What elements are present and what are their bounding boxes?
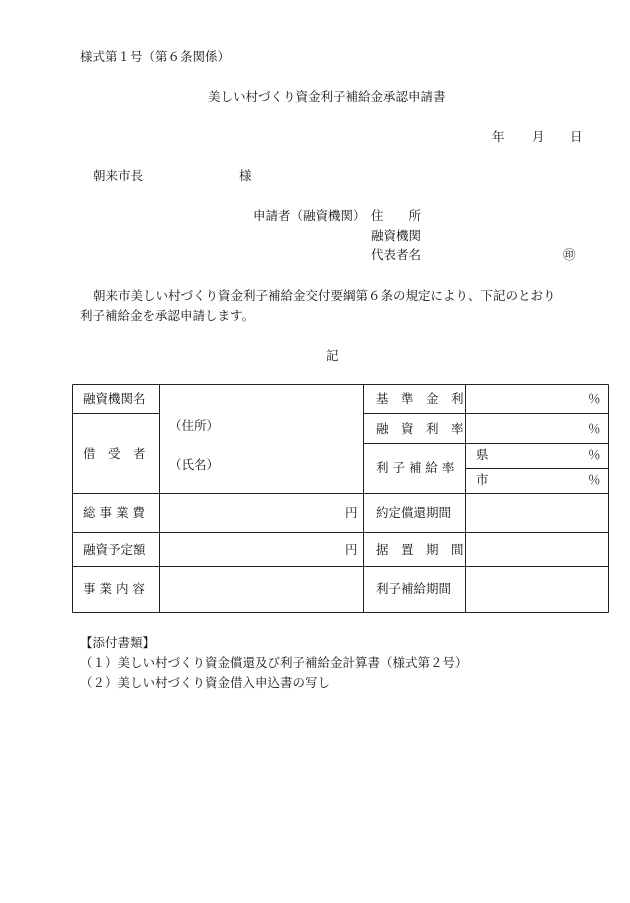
label-borrower: 借 受 者 (83, 446, 146, 461)
city-percent: ％ (588, 472, 601, 487)
body-line-1: 朝来市美しい村づくり資金利子補給金交付要綱第６条の規定により、下記のとおり (93, 288, 556, 303)
attachment-item-2: （２）美しい村づくり資金借入申込書の写し (80, 675, 331, 690)
label-project-content: 事 業 内 容 (83, 581, 145, 596)
date-year: 年 (492, 129, 505, 144)
loan-rate-percent: ％ (588, 421, 601, 436)
planned-loan-unit: 円 (345, 542, 358, 557)
attachments-heading: 【添付書類】 (80, 635, 156, 650)
document-title: 美しい村づくり資金利子補給金承認申請書 (208, 89, 446, 104)
borrower-name-label: （氏名） (169, 457, 220, 472)
representative-label: 代表者名 (371, 247, 422, 262)
body-line-2: 利子補給金を承認申請します。 (80, 308, 255, 323)
address-label: 住 所 (371, 208, 422, 223)
application-table (72, 384, 609, 613)
label-subsidy-rate: 利 子 補 給 率 (376, 460, 455, 475)
table-grid (72, 384, 609, 613)
label-repayment-period: 約定償還期間 (376, 505, 452, 520)
addressee: 朝来市長 (93, 168, 144, 183)
applicant-label: 申請者（融資機関） (253, 208, 366, 223)
honorific: 様 (239, 168, 252, 183)
label-base-rate: 基 準 金 利 (376, 391, 464, 406)
prefecture-percent: ％ (588, 447, 601, 462)
label-planned-loan: 融資予定額 (83, 542, 146, 557)
base-rate-percent: ％ (588, 391, 601, 406)
prefecture-label: 県 (476, 447, 489, 462)
form-number: 様式第１号（第６条関係） (80, 49, 231, 64)
label-loan-rate: 融 資 利 率 (376, 421, 464, 436)
label-institution-name: 融資機関名 (83, 391, 146, 406)
attachment-item-1: （１）美しい村づくり資金償還及び利子補給金計算書（様式第２号） (80, 655, 468, 670)
date-month: 月 (532, 129, 545, 144)
label-total-cost: 総 事 業 費 (83, 505, 145, 520)
date-day: 日 (570, 129, 583, 144)
seal-mark: ㊞ (563, 247, 576, 262)
ki-heading: 記 (326, 348, 339, 363)
institution-label: 融資機関 (371, 228, 422, 243)
label-grace-period: 据 置 期 間 (376, 542, 464, 557)
total-cost-unit: 円 (345, 505, 358, 520)
city-label: 市 (476, 472, 489, 487)
borrower-address-label: （住所） (169, 418, 220, 433)
label-subsidy-period: 利子補給期間 (376, 581, 452, 596)
